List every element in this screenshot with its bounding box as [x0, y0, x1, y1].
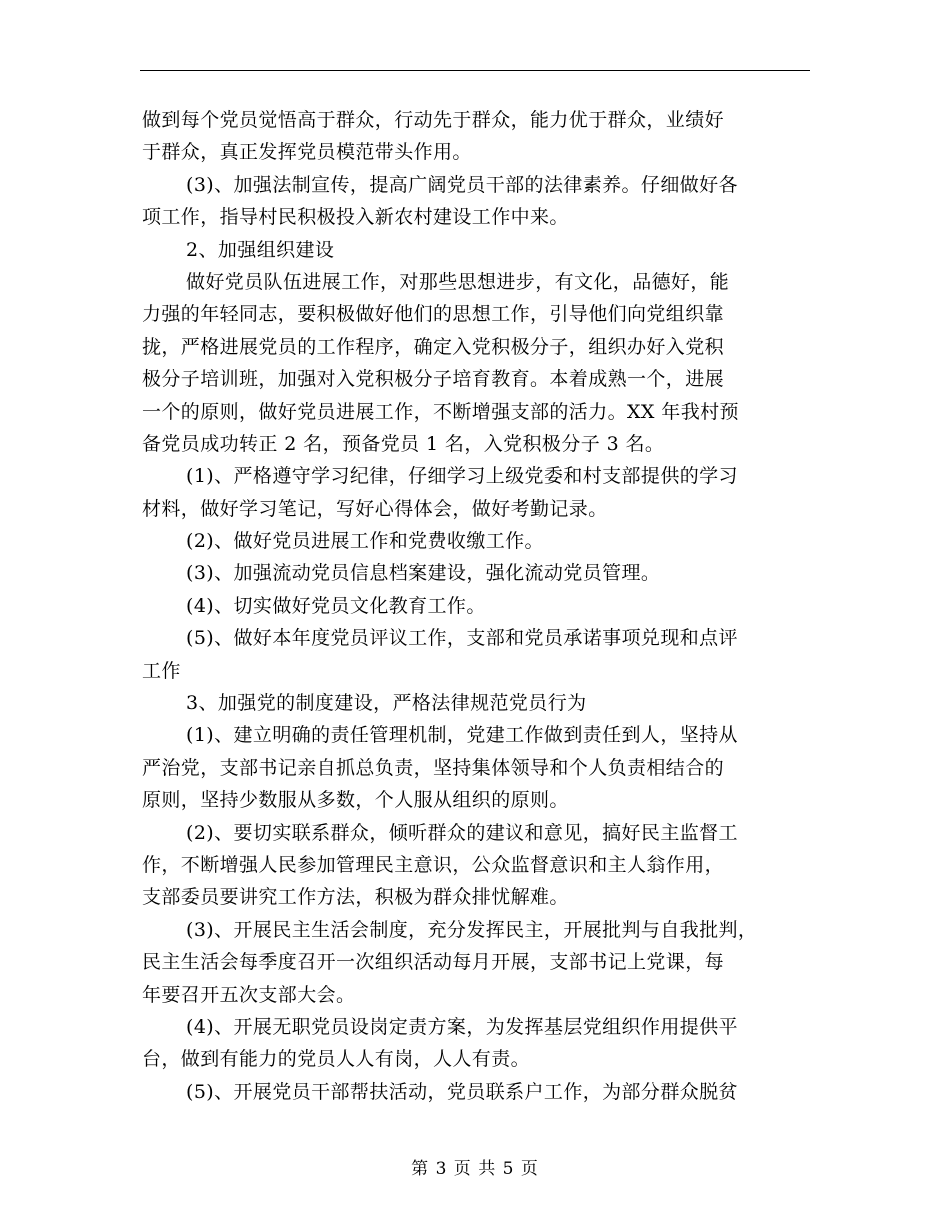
text-line: 2、加强组织建设 — [186, 238, 335, 261]
text-line: (1)、建立明确的责任管理机制，党建工作做到责任到人，坚持从 — [186, 724, 738, 747]
text-line: 做到每个党员觉悟高于群众，行动先于群众，能力优于群众，业绩好 — [142, 109, 725, 131]
text-line: 项工作，指导村民积极投入新农村建设工作中来。 — [142, 206, 569, 229]
text-line: 于群众，真正发挥党员模范带头作用。 — [142, 141, 472, 164]
text-line: (2)、做好党员进展工作和党费收缴工作。 — [186, 530, 544, 553]
text-line: 做好党员队伍进展工作，对那些思想进步，有文化，品德好，能 — [186, 270, 730, 293]
text-line: (4)、开展无职党员设岗定责方案，为发挥基层党组织作用提供平 — [186, 1015, 738, 1038]
page-number: 第 3 页 共 5 页 — [411, 1159, 539, 1179]
text-line: 原则，坚持少数服从多数，个人服从组织的原则。 — [142, 789, 569, 812]
text-line: 力强的年轻同志，要积极做好他们的思想工作，引导他们向党组织靠 — [142, 303, 725, 326]
text-line: 民主生活会每季度召开一次组织活动每月开展，支部书记上党课，每 — [142, 951, 725, 974]
text-line: (2)、要切实联系群众，倾听群众的建议和意见，搞好民主监督工 — [186, 821, 738, 844]
text-line: 极分子培训班，加强对入党积极分子培育教育。本着成熟一个，进展 — [142, 368, 725, 391]
text-line: (3)、加强法制宣传，提高广阔党员干部的法律素养。仔细做好各 — [186, 173, 738, 196]
text-line: 一个的原则，做好党员进展工作，不断增强支部的活力。XX 年我村预 — [142, 400, 739, 423]
text-line: (5)、开展党员干部帮扶活动，党员联系户工作，为部分群众脱贫 — [186, 1080, 738, 1103]
text-line: (1)、严格遵守学习纪律，仔细学习上级党委和村支部提供的学习 — [186, 465, 738, 488]
text-line: 工作 — [142, 659, 181, 682]
text-line: (4)、切实做好党员文化教育工作。 — [186, 594, 486, 617]
text-line: 年要召开五次支部大会。 — [142, 983, 356, 1006]
text-line: 严治党，支部书记亲自抓总负责，坚持集体领导和个人负责相结合的 — [142, 756, 725, 779]
text-line: 作，不断增强人民参加管理民主意识，公众监督意识和主人翁作用， — [142, 853, 725, 876]
text-line: 3、加强党的制度建设，严格法律规范党员行为 — [186, 692, 587, 715]
text-line: 支部委员要讲究工作方法，积极为群众排忧解难。 — [142, 886, 569, 909]
text-line: 备党员成功转正 2 名，预备党员 1 名，入党积极分子 3 名。 — [142, 432, 665, 455]
text-line: 拢，严格进展党员的工作程序，确定入党积极分子，组织办好入党积 — [142, 335, 725, 358]
document-body — [142, 104, 812, 1108]
text-line: (3)、加强流动党员信息档案建设，强化流动党员管理。 — [186, 562, 661, 585]
text-line: (3)、开展民主生活会制度，充分发挥民主，开展批判与自我批判， — [186, 918, 758, 941]
header-rule — [140, 70, 810, 71]
text-line: 材料，做好学习笔记，写好心得体会，做好考勤记录。 — [142, 497, 608, 520]
text-line: (5)、做好本年度党员评议工作，支部和党员承诺事项兑现和点评 — [186, 627, 738, 650]
text-line: 台，做到有能力的党员人人有岗，人人有责。 — [142, 1048, 531, 1071]
